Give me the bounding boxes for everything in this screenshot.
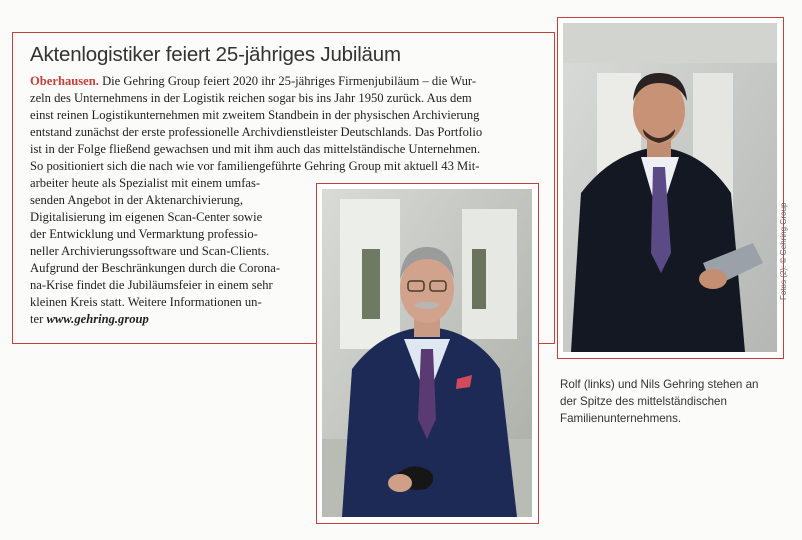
photo-caption bbox=[560, 376, 758, 427]
caption-line: der Spitze des mittelständischen bbox=[560, 395, 727, 408]
photo-credit: Fotos (2): © Gehring Group bbox=[779, 202, 788, 300]
article-line-1: Oberhausen. Die Gehring Group feiert 2020 ihr 25-jähriges Firmenjubiläum – die Wur- bbox=[30, 74, 477, 88]
caption-line: Rolf (links) und Nils Gehring stehen an bbox=[560, 378, 759, 391]
article-line-10: der Entwicklung und Vermarktung professio- bbox=[30, 227, 258, 241]
article-line-12: Aufgrund der Beschränkungen durch die Corona- bbox=[30, 261, 281, 275]
article-line-3: einst reinen Logistikunternehmen mit zweitem Standbein in der physischen Archivierung bbox=[30, 108, 480, 122]
article-line-6: So positioniert sich die nach wie vor familiengeführte Gehring Group mit aktuell 43 Mit- bbox=[30, 159, 480, 173]
article-line-2: zeln des Unternehmens in der Logistik reichen sogar bis ins Jahr 1950 zurück. Aus dem bbox=[30, 91, 472, 105]
photo-rolf-gehring bbox=[316, 183, 539, 524]
article-line-8: senden Angebot in der Aktenarchivierung, bbox=[30, 193, 243, 207]
dateline: Oberhausen. bbox=[30, 74, 99, 88]
article-line-13: na-Krise findet die Jubiläumsfeier in einem sehr bbox=[30, 278, 273, 292]
website-link[interactable]: www.gehring.group bbox=[46, 312, 149, 326]
article-line-11: neller Archivierungssoftware und Scan-Clients. bbox=[30, 244, 270, 258]
article-line-5: ist in der Folge fließend gewachsen und mit ihm auch das mittelständische Unternehmen. bbox=[30, 142, 481, 156]
article-line-15: ter www.gehring.group bbox=[30, 312, 149, 326]
article-line-9: Digitalisierung im eigenen Scan-Center sowie bbox=[30, 210, 263, 224]
photo-nils-gehring bbox=[557, 17, 784, 359]
article-line-14: kleinen Kreis statt. Weitere Informationen un- bbox=[30, 295, 262, 309]
headline: Aktenlogistiker feiert 25-jähriges Jubiläum bbox=[30, 43, 401, 66]
article-line-4: entstand zunächst der erste professionelle Archivdienstleister Deutschlands. Das Portfolio bbox=[30, 125, 483, 139]
article-line-7: arbeiter heute als Spezialist mit einem umfas- bbox=[30, 176, 261, 190]
caption-line: Familienunternehmens. bbox=[560, 412, 682, 425]
